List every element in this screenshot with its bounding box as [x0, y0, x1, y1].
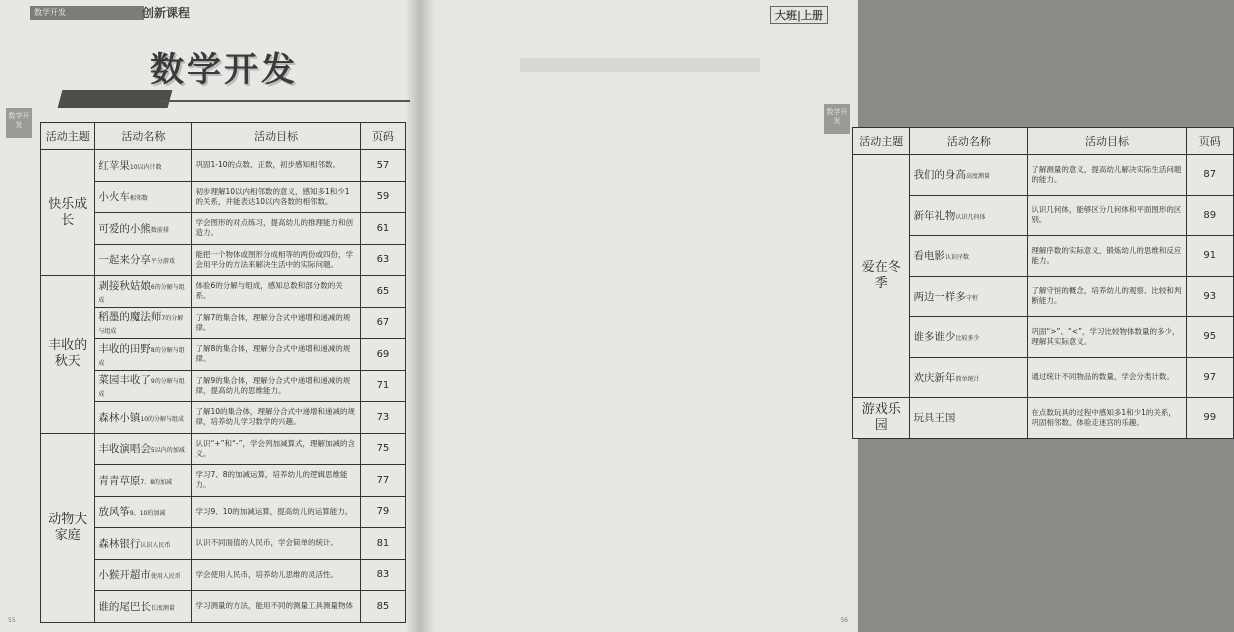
- activity-goal: 能把一个物体或图形分成相等的两份或四份，学会用平分的方法来解决生活中的实际问题。: [192, 244, 360, 276]
- page-number-left: 55: [8, 617, 16, 624]
- activity-goal: 初步理解10以内相邻数的意义，感知多1和少1的关系，并能表达10以内各数的相邻数。: [192, 181, 360, 213]
- course-header: 创新课程: [142, 6, 191, 20]
- activity-name-text: 小猴开超市: [98, 569, 151, 582]
- activity-goal: 学会使用人民币，培养幼儿思维的灵活性。: [192, 559, 360, 591]
- page-number: 85: [360, 591, 405, 623]
- activity-name: [910, 155, 1028, 196]
- table-row: [41, 433, 406, 465]
- table-row: [853, 317, 1234, 358]
- activity-name-note: 10以内计数: [129, 163, 162, 171]
- title-banner-bar: [58, 90, 173, 108]
- activity-name-text: 菜园丰收了: [98, 374, 151, 387]
- page-number: 63: [360, 244, 405, 276]
- activity-name: [95, 465, 192, 497]
- activity-name-note: 守恒: [965, 294, 978, 302]
- activity-name-note: 5以内的加减: [150, 447, 185, 455]
- activity-name-note: 使用人民币: [150, 573, 181, 581]
- page-number: 79: [360, 496, 405, 528]
- table-row: [853, 195, 1234, 236]
- col-theme: 活动主题: [41, 123, 95, 150]
- activity-name: [95, 433, 192, 465]
- bleed-through-text: [520, 58, 760, 72]
- table-row: [41, 150, 406, 182]
- col-goal: 活动目标: [192, 123, 360, 150]
- page-number: 69: [360, 339, 405, 371]
- activity-name-text: 谁多谁少: [913, 331, 956, 344]
- table-row: [41, 339, 406, 371]
- activity-name-note: 9的分解与组成: [98, 378, 185, 399]
- page-number: 83: [360, 559, 405, 591]
- table-row: [41, 496, 406, 528]
- left-page: [0, 0, 420, 632]
- table-header-row: [41, 123, 406, 150]
- activity-goal: 了解守恒的概念，培养幼儿的观察、比较和判断能力。: [1028, 276, 1186, 317]
- activity-goal: 了解10的集合体，理解分合式中递增和递减的规律，培养幼儿学习数学的兴趣。: [192, 402, 360, 434]
- activity-name-text: 欢庆新年: [913, 371, 956, 384]
- activity-goal: 了解8的集合体，理解分合式中递增和递减的规律。: [192, 339, 360, 371]
- activity-name: [95, 591, 192, 623]
- activity-name: [910, 195, 1028, 236]
- activity-name-note: 10的分解与组成: [140, 415, 185, 423]
- table-row: [41, 276, 406, 308]
- activity-name-text: 红苹果: [98, 159, 130, 172]
- activity-name-text: 我们的身高: [913, 169, 966, 182]
- activity-name-note: 认识几何体: [955, 213, 986, 221]
- activity-name: [910, 357, 1028, 398]
- book-gutter: [405, 0, 435, 632]
- activity-goal: 了解9的集合体，理解分合式中递增和递减的规律，提高幼儿的思维能力。: [192, 370, 360, 402]
- col-name: 活动名称: [910, 128, 1028, 155]
- activity-goal: 体验6的分解与组成，感知总数和部分数的关系。: [192, 276, 360, 308]
- activity-name-note: 8的分解与组成: [98, 346, 185, 367]
- activity-name-text: 新年礼物: [913, 209, 956, 222]
- activity-name: [95, 402, 192, 434]
- activity-name-text: 森林小镇: [98, 411, 141, 424]
- table-row: [41, 465, 406, 497]
- page-number: 67: [360, 307, 405, 339]
- activity-name-text: 稻墨的魔法师: [98, 311, 162, 324]
- activity-goal: 学习9、10的加减运算，提高幼儿的运算能力。: [192, 496, 360, 528]
- page-number: 75: [360, 433, 405, 465]
- activity-name-text: 森林银行: [98, 537, 141, 550]
- table-row: [41, 591, 406, 623]
- col-page: 页码: [360, 123, 405, 150]
- activity-name-note: 简单统计: [955, 375, 980, 383]
- activity-name-note: 平分游戏: [150, 258, 175, 266]
- side-tab-right: 数学开发: [824, 104, 850, 134]
- activity-goal: 了解测量的意义，提高幼儿解决实际生活问题的能力。: [1028, 155, 1186, 196]
- activity-theme: 游戏乐园: [853, 398, 910, 439]
- activity-name-text: 一起来分享: [98, 254, 151, 267]
- table-row: [853, 398, 1234, 439]
- activity-name-note: 认识序数: [944, 254, 969, 262]
- activity-name-note: 比较多少: [955, 335, 980, 343]
- page-number: 73: [360, 402, 405, 434]
- activity-goal: 学习测量的方法，能用不同的测量工具测量物体: [192, 591, 360, 623]
- activity-name: [95, 528, 192, 560]
- table-row: [853, 236, 1234, 277]
- activity-name: [910, 276, 1028, 317]
- table-row: [41, 370, 406, 402]
- col-goal: 活动目标: [1028, 128, 1186, 155]
- page-number: 57: [360, 150, 405, 182]
- activity-name-text: 玩具王国: [913, 412, 956, 425]
- volume-label: 上册: [801, 9, 823, 22]
- table-row: [41, 559, 406, 591]
- activity-goal: 在点数玩具的过程中感知多1和少1的关系，巩固相邻数。体验走迷宫的乐趣。: [1028, 398, 1186, 439]
- page-number: 61: [360, 213, 405, 245]
- activity-name: [95, 244, 192, 276]
- activity-name: [95, 213, 192, 245]
- activity-goal: 理解序数的实际意义，锻炼幼儿的思维和反应能力。: [1028, 236, 1186, 277]
- activity-goal: 认识不同面值的人民币，学会简单的统计。: [192, 528, 360, 560]
- page-number-right: 56: [840, 617, 848, 624]
- activity-name: [910, 317, 1028, 358]
- activity-name-note: 数前排: [150, 226, 169, 234]
- activity-name: [95, 496, 192, 528]
- activity-goal: 学习7、8的加减运算，培养幼儿的逻辑思维能力。: [192, 465, 360, 497]
- page-number: 91: [1186, 236, 1233, 277]
- activity-theme: 爱在冬季: [853, 155, 910, 398]
- table-row: [41, 213, 406, 245]
- activity-goal: 通过统计不同物品的数量，学会分类计数。: [1028, 357, 1186, 398]
- right-page: [420, 0, 1221, 632]
- activity-name: [95, 370, 192, 402]
- table-row: [41, 181, 406, 213]
- activity-name-text: 剥接秋姑娘: [98, 279, 151, 292]
- activity-name: [95, 150, 192, 182]
- activity-name-note: 相邻数: [129, 195, 148, 203]
- page-number: 59: [360, 181, 405, 213]
- table-row: [853, 276, 1234, 317]
- page-number: 71: [360, 370, 405, 402]
- activity-name: [910, 398, 1028, 439]
- page-number: 89: [1186, 195, 1233, 236]
- page-number: 93: [1186, 276, 1233, 317]
- table-row: [41, 244, 406, 276]
- title-underline: [160, 100, 410, 102]
- left-curriculum-table: [40, 122, 406, 623]
- page-number: 77: [360, 465, 405, 497]
- activity-name-text: 谁的尾巴长: [98, 600, 151, 613]
- grade-header: 大班|上册: [770, 6, 828, 24]
- page-number: 99: [1186, 398, 1233, 439]
- table-row: [853, 155, 1234, 196]
- col-name: 活动名称: [95, 123, 192, 150]
- activity-name: [95, 276, 192, 308]
- activity-name-text: 丰收的田野: [98, 342, 151, 355]
- page-number: 81: [360, 528, 405, 560]
- activity-name-note: 长度测量: [150, 604, 175, 612]
- table-header-row: [853, 128, 1234, 155]
- activity-name: [95, 307, 192, 339]
- activity-goal: 学会图形的对点练习，提高幼儿的推理能力和创造力。: [192, 213, 360, 245]
- activity-name: [95, 181, 192, 213]
- side-tab-left: 数学开发: [6, 108, 32, 138]
- table-row: [41, 528, 406, 560]
- right-curriculum-table: [852, 127, 1234, 439]
- activity-name-note: 高度测量: [965, 173, 990, 181]
- activity-name-note: 6的分解与组成: [98, 283, 185, 304]
- activity-goal: 巩固“>”、“<”，学习比较物体数量的多少，理解其实际意义。: [1028, 317, 1186, 358]
- activity-theme: 快乐成长: [41, 150, 95, 276]
- page-title: 数学开发: [150, 50, 298, 90]
- activity-theme: 动物大家庭: [41, 433, 95, 622]
- activity-name-text: 小火车: [98, 191, 130, 204]
- activity-name-text: 青青草原: [98, 474, 141, 487]
- activity-name-note: 7、8的加减: [140, 478, 173, 486]
- activity-goal: 认识“+”和“-”，学会列加减算式，理解加减的含义。: [192, 433, 360, 465]
- activity-name-text: 两边一样多: [913, 290, 966, 303]
- activity-name-note: 7的分解与组成: [98, 315, 184, 336]
- page-number: 95: [1186, 317, 1233, 358]
- activity-name-text: 看电影: [913, 250, 945, 263]
- activity-name: [95, 559, 192, 591]
- page-number: 97: [1186, 357, 1233, 398]
- table-row: [41, 402, 406, 434]
- col-page: 页码: [1186, 128, 1233, 155]
- page-number: 65: [360, 276, 405, 308]
- activity-name-note: 9、10的加减: [129, 510, 166, 518]
- activity-goal: 认识几何体，能够区分几何体和平面图形的区别。: [1028, 195, 1186, 236]
- table-row: [853, 357, 1234, 398]
- activity-name: [95, 339, 192, 371]
- activity-goal: 了解7的集合体，理解分合式中递增和递减的规律。: [192, 307, 360, 339]
- activity-name-note: 认识人民币: [140, 541, 171, 549]
- page-number: 87: [1186, 155, 1233, 196]
- activity-name-text: 放风筝: [98, 506, 130, 519]
- activity-goal: 巩固1-10的点数、正数，初步感知相邻数。: [192, 150, 360, 182]
- activity-name-text: 丰收演唱会: [98, 443, 151, 456]
- col-theme: 活动主题: [853, 128, 910, 155]
- activity-theme: 丰收的秋天: [41, 276, 95, 434]
- grade-label: 大班: [774, 9, 797, 22]
- activity-name-text: 可爱的小熊: [98, 222, 151, 235]
- activity-name: [910, 236, 1028, 277]
- table-row: [41, 307, 406, 339]
- series-header: 数学开发: [30, 6, 144, 20]
